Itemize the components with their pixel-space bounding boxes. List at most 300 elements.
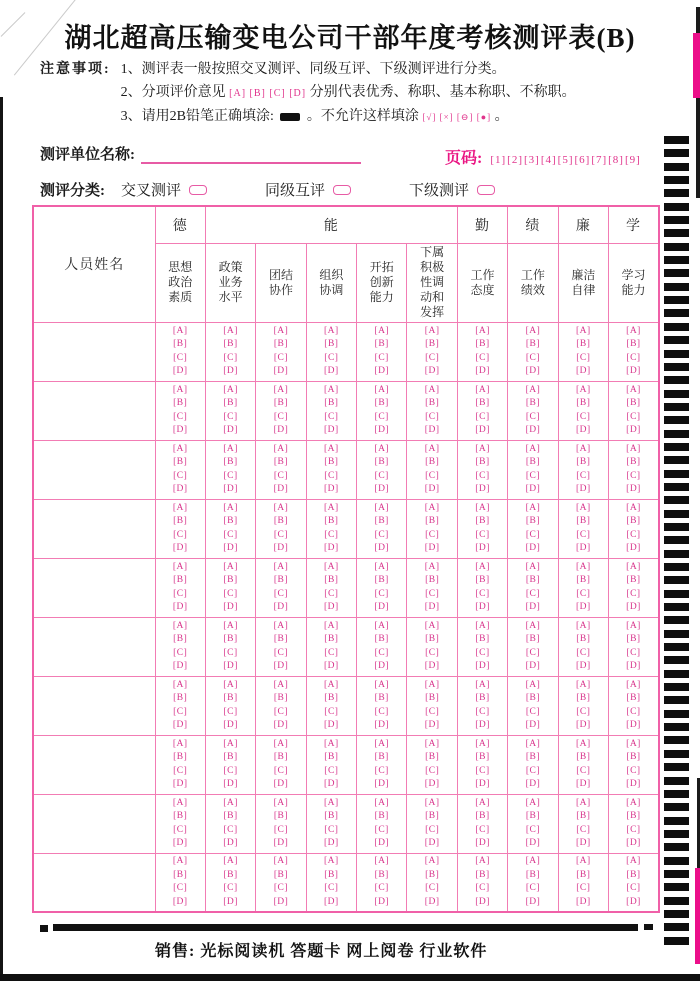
option-bubble-B[interactable]: [B] xyxy=(525,869,541,880)
option-bubble-A[interactable]: [A] xyxy=(172,443,188,454)
option-bubble-B[interactable]: [B] xyxy=(425,752,440,762)
option-bubble-B[interactable]: [B] xyxy=(223,811,238,821)
option-bubble-C[interactable]: [C] xyxy=(223,706,238,717)
option-bubble-B[interactable]: [B] xyxy=(173,634,188,644)
name-cell-row-2[interactable] xyxy=(33,440,155,499)
option-bubble-C[interactable]: [C] xyxy=(223,529,238,540)
option-bubble-C[interactable]: [C] xyxy=(173,647,188,658)
option-bubble-B[interactable]: [B] xyxy=(425,811,440,821)
option-bubble-D[interactable]: [D] xyxy=(324,838,339,848)
option-bubble-D[interactable]: [D] xyxy=(525,661,541,671)
option-bubble-A[interactable]: [A] xyxy=(273,384,289,395)
option-bubble-C[interactable]: [C] xyxy=(525,470,541,481)
option-bubble-B[interactable]: [B] xyxy=(223,457,238,467)
option-bubble-C[interactable]: [C] xyxy=(223,883,238,894)
option-bubble-A[interactable]: [A] xyxy=(525,620,541,631)
name-cell-row-3[interactable] xyxy=(33,499,155,558)
option-bubble-B[interactable]: [B] xyxy=(525,339,541,349)
option-bubble-B[interactable]: [B] xyxy=(525,516,541,526)
option-bubble-A[interactable]: [A] xyxy=(324,620,339,631)
option-bubble-D[interactable]: [D] xyxy=(374,484,390,494)
option-bubble-B[interactable]: [B] xyxy=(173,398,188,408)
option-bubble-C[interactable]: [C] xyxy=(374,352,389,363)
option-bubble-A[interactable]: [A] xyxy=(172,384,188,395)
option-bubble-D[interactable]: [D] xyxy=(273,484,289,494)
option-bubble-D[interactable]: [D] xyxy=(273,425,289,435)
name-cell-row-9[interactable] xyxy=(33,853,155,912)
option-bubble-A[interactable]: [A] xyxy=(475,561,490,572)
option-bubble-D[interactable]: [D] xyxy=(172,366,188,376)
option-bubble-C[interactable]: [C] xyxy=(576,352,591,363)
option-bubble-C[interactable]: [C] xyxy=(525,647,541,658)
option-bubble-B[interactable]: [B] xyxy=(374,339,389,349)
option-bubble-A[interactable]: [A] xyxy=(374,738,390,749)
option-bubble-C[interactable]: [C] xyxy=(223,352,238,363)
option-bubble-C[interactable]: [C] xyxy=(475,470,490,481)
option-bubble-D[interactable]: [D] xyxy=(475,779,490,789)
option-bubble-B[interactable]: [B] xyxy=(576,339,591,349)
option-bubble-A[interactable]: [A] xyxy=(575,679,591,690)
option-bubble-B[interactable]: [B] xyxy=(576,634,591,644)
page-number-bubble-4[interactable]: [4] xyxy=(540,154,557,166)
option-bubble-B[interactable]: [B] xyxy=(273,398,289,408)
option-bubble-C[interactable]: [C] xyxy=(425,647,440,658)
option-bubble-D[interactable]: [D] xyxy=(525,543,541,553)
option-bubble-D[interactable]: [D] xyxy=(626,896,641,907)
category-peer-checkbox[interactable] xyxy=(333,185,351,195)
option-bubble-B[interactable]: [B] xyxy=(173,457,188,467)
option-bubble-A[interactable]: [A] xyxy=(424,679,440,690)
option-bubble-D[interactable]: [D] xyxy=(324,720,339,730)
option-bubble-D[interactable]: [D] xyxy=(626,366,641,376)
name-cell-row-6[interactable] xyxy=(33,676,155,735)
option-bubble-B[interactable]: [B] xyxy=(475,516,490,526)
option-bubble-A[interactable]: [A] xyxy=(223,502,238,513)
option-bubble-B[interactable]: [B] xyxy=(425,516,440,526)
option-bubble-D[interactable]: [D] xyxy=(475,838,490,848)
option-bubble-A[interactable]: [A] xyxy=(172,738,188,749)
option-bubble-C[interactable]: [C] xyxy=(273,765,289,776)
option-bubble-D[interactable]: [D] xyxy=(475,720,490,730)
page-number-bubble-8[interactable]: [8] xyxy=(608,154,624,166)
option-bubble-C[interactable]: [C] xyxy=(173,411,188,422)
option-bubble-C[interactable]: [C] xyxy=(475,824,490,835)
name-cell-row-7[interactable] xyxy=(33,735,155,794)
name-cell-row-0[interactable] xyxy=(33,322,155,381)
option-bubble-C[interactable]: [C] xyxy=(374,411,389,422)
option-bubble-C[interactable]: [C] xyxy=(576,765,591,776)
option-bubble-C[interactable]: [C] xyxy=(626,765,641,776)
option-bubble-B[interactable]: [B] xyxy=(576,869,591,880)
option-bubble-D[interactable]: [D] xyxy=(424,838,440,848)
option-bubble-B[interactable]: [B] xyxy=(223,634,238,644)
option-bubble-A[interactable]: [A] xyxy=(374,384,390,395)
option-bubble-D[interactable]: [D] xyxy=(223,425,238,435)
option-bubble-D[interactable]: [D] xyxy=(223,366,238,376)
option-bubble-B[interactable]: [B] xyxy=(626,457,641,467)
option-bubble-B[interactable]: [B] xyxy=(525,693,541,703)
option-bubble-B[interactable]: [B] xyxy=(475,811,490,821)
option-bubble-B[interactable]: [B] xyxy=(374,752,389,762)
option-bubble-D[interactable]: [D] xyxy=(273,366,289,376)
option-bubble-C[interactable]: [C] xyxy=(173,588,188,599)
option-bubble-D[interactable]: [D] xyxy=(223,484,238,494)
option-bubble-A[interactable]: [A] xyxy=(273,738,289,749)
option-bubble-C[interactable]: [C] xyxy=(425,883,440,894)
option-bubble-D[interactable]: [D] xyxy=(475,366,490,376)
option-bubble-A[interactable]: [A] xyxy=(273,325,289,336)
option-bubble-C[interactable]: [C] xyxy=(173,883,188,894)
option-bubble-B[interactable]: [B] xyxy=(273,869,289,880)
option-bubble-A[interactable]: [A] xyxy=(626,620,641,631)
option-bubble-B[interactable]: [B] xyxy=(223,752,238,762)
option-bubble-D[interactable]: [D] xyxy=(273,838,289,848)
option-bubble-C[interactable]: [C] xyxy=(273,647,289,658)
option-bubble-A[interactable]: [A] xyxy=(575,797,591,808)
option-bubble-C[interactable]: [C] xyxy=(324,588,339,599)
option-bubble-D[interactable]: [D] xyxy=(172,896,188,907)
option-bubble-D[interactable]: [D] xyxy=(172,779,188,789)
option-bubble-D[interactable]: [D] xyxy=(525,779,541,789)
option-bubble-C[interactable]: [C] xyxy=(425,411,440,422)
option-bubble-A[interactable]: [A] xyxy=(475,325,490,336)
option-bubble-B[interactable]: [B] xyxy=(324,752,339,762)
option-bubble-A[interactable]: [A] xyxy=(475,502,490,513)
option-bubble-A[interactable]: [A] xyxy=(475,443,490,454)
option-bubble-D[interactable]: [D] xyxy=(575,366,591,376)
option-bubble-B[interactable]: [B] xyxy=(173,575,188,585)
option-bubble-C[interactable]: [C] xyxy=(425,588,440,599)
option-bubble-D[interactable]: [D] xyxy=(424,366,440,376)
option-bubble-A[interactable]: [A] xyxy=(575,325,591,336)
option-bubble-C[interactable]: [C] xyxy=(525,706,541,717)
option-bubble-B[interactable]: [B] xyxy=(273,516,289,526)
option-bubble-B[interactable]: [B] xyxy=(425,575,440,585)
option-bubble-A[interactable]: [A] xyxy=(525,325,541,336)
option-bubble-B[interactable]: [B] xyxy=(173,811,188,821)
option-bubble-D[interactable]: [D] xyxy=(374,896,390,907)
option-bubble-D[interactable]: [D] xyxy=(575,720,591,730)
option-bubble-A[interactable]: [A] xyxy=(172,561,188,572)
option-bubble-D[interactable]: [D] xyxy=(525,838,541,848)
option-bubble-A[interactable]: [A] xyxy=(172,620,188,631)
option-bubble-D[interactable]: [D] xyxy=(374,720,390,730)
option-bubble-A[interactable]: [A] xyxy=(374,502,390,513)
option-bubble-A[interactable]: [A] xyxy=(424,738,440,749)
option-bubble-C[interactable]: [C] xyxy=(173,352,188,363)
option-bubble-D[interactable]: [D] xyxy=(424,425,440,435)
option-bubble-B[interactable]: [B] xyxy=(576,516,591,526)
option-bubble-C[interactable]: [C] xyxy=(475,765,490,776)
option-bubble-D[interactable]: [D] xyxy=(223,661,238,671)
page-number-bubble-1[interactable]: [1] xyxy=(490,154,507,166)
option-bubble-A[interactable]: [A] xyxy=(626,443,641,454)
option-bubble-B[interactable]: [B] xyxy=(626,869,641,880)
option-bubble-B[interactable]: [B] xyxy=(324,811,339,821)
option-bubble-D[interactable]: [D] xyxy=(324,543,339,553)
option-bubble-D[interactable]: [D] xyxy=(324,779,339,789)
option-bubble-C[interactable]: [C] xyxy=(374,883,389,894)
option-bubble-A[interactable]: [A] xyxy=(172,679,188,690)
option-bubble-D[interactable]: [D] xyxy=(424,543,440,553)
option-bubble-A[interactable]: [A] xyxy=(223,561,238,572)
option-bubble-A[interactable]: [A] xyxy=(525,443,541,454)
option-bubble-C[interactable]: [C] xyxy=(324,647,339,658)
option-bubble-C[interactable]: [C] xyxy=(425,352,440,363)
option-bubble-B[interactable]: [B] xyxy=(576,811,591,821)
option-bubble-D[interactable]: [D] xyxy=(374,602,390,612)
option-bubble-A[interactable]: [A] xyxy=(424,797,440,808)
option-bubble-C[interactable]: [C] xyxy=(576,706,591,717)
option-bubble-D[interactable]: [D] xyxy=(172,425,188,435)
option-bubble-A[interactable]: [A] xyxy=(273,502,289,513)
option-bubble-D[interactable]: [D] xyxy=(475,543,490,553)
option-bubble-C[interactable]: [C] xyxy=(273,411,289,422)
option-bubble-D[interactable]: [D] xyxy=(273,602,289,612)
option-bubble-C[interactable]: [C] xyxy=(425,529,440,540)
option-bubble-B[interactable]: [B] xyxy=(374,398,389,408)
option-bubble-A[interactable]: [A] xyxy=(475,738,490,749)
option-bubble-D[interactable]: [D] xyxy=(525,602,541,612)
option-bubble-A[interactable]: [A] xyxy=(424,325,440,336)
option-bubble-A[interactable]: [A] xyxy=(575,561,591,572)
option-bubble-A[interactable]: [A] xyxy=(374,443,390,454)
option-bubble-C[interactable]: [C] xyxy=(576,470,591,481)
option-bubble-A[interactable]: [A] xyxy=(575,856,591,867)
option-bubble-D[interactable]: [D] xyxy=(626,484,641,494)
option-bubble-D[interactable]: [D] xyxy=(223,543,238,553)
page-number-bubble-7[interactable]: [7] xyxy=(591,154,608,166)
option-bubble-B[interactable]: [B] xyxy=(223,398,238,408)
option-bubble-A[interactable]: [A] xyxy=(172,797,188,808)
option-bubble-B[interactable]: [B] xyxy=(223,575,238,585)
option-bubble-D[interactable]: [D] xyxy=(324,425,339,435)
option-bubble-B[interactable]: [B] xyxy=(475,575,490,585)
option-bubble-D[interactable]: [D] xyxy=(575,661,591,671)
option-bubble-D[interactable]: [D] xyxy=(172,661,188,671)
option-bubble-D[interactable]: [D] xyxy=(172,602,188,612)
option-bubble-C[interactable]: [C] xyxy=(576,411,591,422)
option-bubble-A[interactable]: [A] xyxy=(374,561,390,572)
option-bubble-B[interactable]: [B] xyxy=(475,339,490,349)
option-bubble-B[interactable]: [B] xyxy=(626,339,641,349)
option-bubble-A[interactable]: [A] xyxy=(172,856,188,867)
option-bubble-C[interactable]: [C] xyxy=(374,824,389,835)
option-bubble-C[interactable]: [C] xyxy=(324,411,339,422)
option-bubble-A[interactable]: [A] xyxy=(172,325,188,336)
option-bubble-C[interactable]: [C] xyxy=(223,588,238,599)
option-bubble-B[interactable]: [B] xyxy=(324,516,339,526)
option-bubble-D[interactable]: [D] xyxy=(626,543,641,553)
option-bubble-B[interactable]: [B] xyxy=(324,575,339,585)
option-bubble-B[interactable]: [B] xyxy=(425,693,440,703)
option-bubble-C[interactable]: [C] xyxy=(273,352,289,363)
option-bubble-C[interactable]: [C] xyxy=(626,411,641,422)
option-bubble-A[interactable]: [A] xyxy=(475,679,490,690)
option-bubble-A[interactable]: [A] xyxy=(324,738,339,749)
option-bubble-C[interactable]: [C] xyxy=(374,647,389,658)
option-bubble-B[interactable]: [B] xyxy=(425,339,440,349)
option-bubble-C[interactable]: [C] xyxy=(626,706,641,717)
option-bubble-B[interactable]: [B] xyxy=(374,575,389,585)
option-bubble-D[interactable]: [D] xyxy=(626,602,641,612)
option-bubble-D[interactable]: [D] xyxy=(626,661,641,671)
option-bubble-D[interactable]: [D] xyxy=(223,720,238,730)
option-bubble-D[interactable]: [D] xyxy=(424,484,440,494)
option-bubble-B[interactable]: [B] xyxy=(626,693,641,703)
option-bubble-C[interactable]: [C] xyxy=(576,588,591,599)
option-bubble-D[interactable]: [D] xyxy=(374,661,390,671)
option-bubble-B[interactable]: [B] xyxy=(173,339,188,349)
option-bubble-C[interactable]: [C] xyxy=(173,765,188,776)
option-bubble-D[interactable]: [D] xyxy=(525,720,541,730)
option-bubble-B[interactable]: [B] xyxy=(324,869,339,880)
option-bubble-B[interactable]: [B] xyxy=(273,811,289,821)
name-cell-row-8[interactable] xyxy=(33,794,155,853)
option-bubble-C[interactable]: [C] xyxy=(173,470,188,481)
option-bubble-A[interactable]: [A] xyxy=(223,679,238,690)
option-bubble-B[interactable]: [B] xyxy=(576,693,591,703)
option-bubble-A[interactable]: [A] xyxy=(424,856,440,867)
option-bubble-B[interactable]: [B] xyxy=(273,339,289,349)
option-bubble-B[interactable]: [B] xyxy=(626,811,641,821)
option-bubble-C[interactable]: [C] xyxy=(223,470,238,481)
option-bubble-B[interactable]: [B] xyxy=(525,398,541,408)
option-bubble-A[interactable]: [A] xyxy=(223,738,238,749)
option-bubble-B[interactable]: [B] xyxy=(525,811,541,821)
option-bubble-C[interactable]: [C] xyxy=(525,765,541,776)
option-bubble-C[interactable]: [C] xyxy=(626,588,641,599)
option-bubble-D[interactable]: [D] xyxy=(424,602,440,612)
option-bubble-C[interactable]: [C] xyxy=(374,470,389,481)
option-bubble-B[interactable]: [B] xyxy=(273,575,289,585)
option-bubble-B[interactable]: [B] xyxy=(475,634,490,644)
name-cell-row-5[interactable] xyxy=(33,617,155,676)
option-bubble-C[interactable]: [C] xyxy=(475,647,490,658)
option-bubble-B[interactable]: [B] xyxy=(223,693,238,703)
option-bubble-D[interactable]: [D] xyxy=(475,661,490,671)
option-bubble-D[interactable]: [D] xyxy=(374,543,390,553)
option-bubble-A[interactable]: [A] xyxy=(324,502,339,513)
option-bubble-A[interactable]: [A] xyxy=(324,797,339,808)
option-bubble-A[interactable]: [A] xyxy=(374,620,390,631)
option-bubble-A[interactable]: [A] xyxy=(374,797,390,808)
option-bubble-C[interactable]: [C] xyxy=(273,706,289,717)
option-bubble-A[interactable]: [A] xyxy=(324,856,339,867)
option-bubble-D[interactable]: [D] xyxy=(223,602,238,612)
option-bubble-A[interactable]: [A] xyxy=(324,679,339,690)
option-bubble-C[interactable]: [C] xyxy=(576,529,591,540)
option-bubble-B[interactable]: [B] xyxy=(273,457,289,467)
option-bubble-C[interactable]: [C] xyxy=(626,883,641,894)
option-bubble-B[interactable]: [B] xyxy=(576,752,591,762)
option-bubble-B[interactable]: [B] xyxy=(273,693,289,703)
option-bubble-A[interactable]: [A] xyxy=(626,561,641,572)
option-bubble-B[interactable]: [B] xyxy=(324,634,339,644)
option-bubble-B[interactable]: [B] xyxy=(626,634,641,644)
option-bubble-A[interactable]: [A] xyxy=(374,679,390,690)
option-bubble-A[interactable]: [A] xyxy=(172,502,188,513)
option-bubble-C[interactable]: [C] xyxy=(374,706,389,717)
option-bubble-A[interactable]: [A] xyxy=(525,738,541,749)
option-bubble-B[interactable]: [B] xyxy=(374,516,389,526)
option-bubble-D[interactable]: [D] xyxy=(324,484,339,494)
option-bubble-A[interactable]: [A] xyxy=(525,797,541,808)
option-bubble-C[interactable]: [C] xyxy=(273,470,289,481)
option-bubble-A[interactable]: [A] xyxy=(626,679,641,690)
option-bubble-C[interactable]: [C] xyxy=(525,588,541,599)
category-subordinate-checkbox[interactable] xyxy=(477,185,495,195)
option-bubble-D[interactable]: [D] xyxy=(424,661,440,671)
option-bubble-A[interactable]: [A] xyxy=(223,856,238,867)
option-bubble-A[interactable]: [A] xyxy=(324,325,339,336)
option-bubble-D[interactable]: [D] xyxy=(575,896,591,907)
page-number-bubble-3[interactable]: [3] xyxy=(524,154,540,166)
category-cross-checkbox[interactable] xyxy=(189,185,207,195)
option-bubble-D[interactable]: [D] xyxy=(223,896,238,907)
option-bubble-C[interactable]: [C] xyxy=(525,824,541,835)
option-bubble-D[interactable]: [D] xyxy=(324,366,339,376)
option-bubble-C[interactable]: [C] xyxy=(576,824,591,835)
option-bubble-B[interactable]: [B] xyxy=(223,339,238,349)
option-bubble-B[interactable]: [B] xyxy=(374,634,389,644)
option-bubble-B[interactable]: [B] xyxy=(273,634,289,644)
option-bubble-D[interactable]: [D] xyxy=(374,838,390,848)
option-bubble-D[interactable]: [D] xyxy=(374,425,390,435)
option-bubble-A[interactable]: [A] xyxy=(626,502,641,513)
page-number-bubble-5[interactable]: [5] xyxy=(557,154,574,166)
option-bubble-B[interactable]: [B] xyxy=(324,339,339,349)
option-bubble-C[interactable]: [C] xyxy=(626,470,641,481)
option-bubble-C[interactable]: [C] xyxy=(324,765,339,776)
option-bubble-D[interactable]: [D] xyxy=(525,366,541,376)
option-bubble-D[interactable]: [D] xyxy=(324,896,339,907)
option-bubble-D[interactable]: [D] xyxy=(172,720,188,730)
option-bubble-C[interactable]: [C] xyxy=(173,706,188,717)
option-bubble-C[interactable]: [C] xyxy=(324,883,339,894)
option-bubble-B[interactable]: [B] xyxy=(626,516,641,526)
option-bubble-A[interactable]: [A] xyxy=(626,325,641,336)
option-bubble-A[interactable]: [A] xyxy=(525,502,541,513)
option-bubble-C[interactable]: [C] xyxy=(576,883,591,894)
option-bubble-A[interactable]: [A] xyxy=(273,856,289,867)
option-bubble-D[interactable]: [D] xyxy=(475,425,490,435)
option-bubble-A[interactable]: [A] xyxy=(475,856,490,867)
option-bubble-C[interactable]: [C] xyxy=(576,647,591,658)
option-bubble-D[interactable]: [D] xyxy=(626,425,641,435)
option-bubble-D[interactable]: [D] xyxy=(223,838,238,848)
option-bubble-A[interactable]: [A] xyxy=(626,384,641,395)
option-bubble-B[interactable]: [B] xyxy=(525,457,541,467)
option-bubble-D[interactable]: [D] xyxy=(273,720,289,730)
option-bubble-B[interactable]: [B] xyxy=(576,398,591,408)
option-bubble-D[interactable]: [D] xyxy=(324,661,339,671)
option-bubble-B[interactable]: [B] xyxy=(173,752,188,762)
option-bubble-D[interactable]: [D] xyxy=(424,896,440,907)
option-bubble-B[interactable]: [B] xyxy=(374,811,389,821)
option-bubble-B[interactable]: [B] xyxy=(173,516,188,526)
option-bubble-D[interactable]: [D] xyxy=(475,602,490,612)
option-bubble-D[interactable]: [D] xyxy=(172,484,188,494)
option-bubble-C[interactable]: [C] xyxy=(525,352,541,363)
option-bubble-D[interactable]: [D] xyxy=(273,779,289,789)
option-bubble-C[interactable]: [C] xyxy=(525,411,541,422)
option-bubble-B[interactable]: [B] xyxy=(475,869,490,880)
option-bubble-B[interactable]: [B] xyxy=(576,457,591,467)
option-bubble-C[interactable]: [C] xyxy=(374,588,389,599)
option-bubble-A[interactable]: [A] xyxy=(223,384,238,395)
option-bubble-C[interactable]: [C] xyxy=(223,765,238,776)
